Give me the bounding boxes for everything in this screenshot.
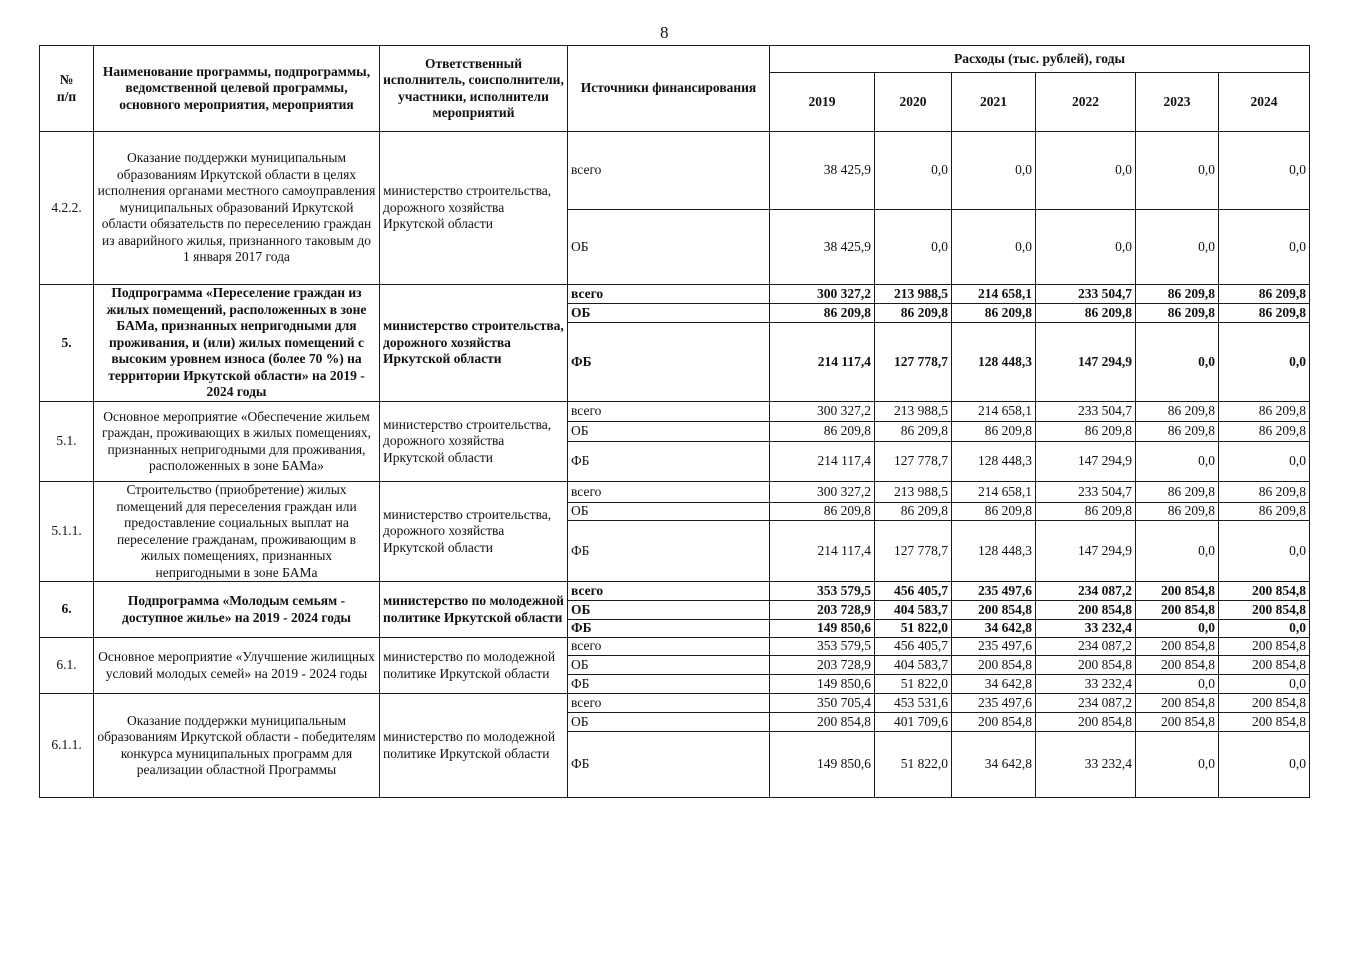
- funding-source: ФБ: [568, 521, 770, 582]
- item-number: 5.1.1.: [40, 482, 94, 582]
- item-number: 4.2.2.: [40, 132, 94, 285]
- amount-cell: 200 854,8: [1136, 582, 1219, 601]
- amount-cell: 0,0: [1136, 675, 1219, 694]
- header-row: [40, 46, 1310, 73]
- item-number: 6.1.1.: [40, 694, 94, 798]
- amount-cell: 86 209,8: [952, 422, 1036, 442]
- item-number: 6.: [40, 582, 94, 638]
- header-num: [40, 46, 94, 132]
- amount-cell: 51 822,0: [875, 620, 952, 638]
- funding-source: всего: [568, 638, 770, 656]
- amount-cell: 86 209,8: [1136, 482, 1219, 503]
- amount-cell: 86 209,8: [1219, 285, 1310, 304]
- funding-source: всего: [568, 482, 770, 503]
- amount-cell: 33 232,4: [1036, 675, 1136, 694]
- funding-source: всего: [568, 132, 770, 210]
- funding-source: всего: [568, 694, 770, 713]
- amount-cell: 200 854,8: [1219, 601, 1310, 620]
- amount-cell: 234 087,2: [1036, 638, 1136, 656]
- item-name: Оказание поддержки муниципальным образованиям Иркутской области в целях исполнения органами местного самоуправления муниципальных образований Иркутской области обязательств по переселению граждан из аварийного жилья, признанного таковым до 1 января 2017 года: [94, 132, 380, 285]
- amount-cell: 0,0: [1136, 442, 1219, 482]
- funding-source: ФБ: [568, 675, 770, 694]
- amount-cell: 404 583,7: [875, 601, 952, 620]
- amount-cell: 0,0: [1136, 323, 1219, 402]
- amount-cell: 200 854,8: [1136, 638, 1219, 656]
- budget-table: [39, 45, 1310, 798]
- amount-cell: 0,0: [1219, 323, 1310, 402]
- amount-cell: 200 854,8: [1219, 582, 1310, 601]
- amount-cell: 200 854,8: [952, 713, 1036, 732]
- item-name: Подпрограмма «Переселение граждан из жилых помещений, расположенных в зоне БАМа, признанных непригодными для проживания, и (или) жилых помещений с высоким уровнем износа (более 70 %) на территории Иркутской области» на 2019 - 2024 годы: [94, 285, 380, 402]
- item-responsible: министерство строительства, дорожного хозяйства Иркутской области: [380, 482, 568, 582]
- amount-cell: 0,0: [1036, 132, 1136, 210]
- amount-cell: 200 854,8: [1036, 713, 1136, 732]
- amount-cell: 214 117,4: [770, 323, 875, 402]
- amount-cell: 127 778,7: [875, 521, 952, 582]
- amount-cell: 233 504,7: [1036, 482, 1136, 503]
- amount-cell: 353 579,5: [770, 638, 875, 656]
- header-num-text: № п/п: [56, 72, 77, 104]
- table-row: [40, 132, 1310, 210]
- table-row: [40, 638, 1310, 656]
- amount-cell: 33 232,4: [1036, 732, 1136, 798]
- amount-cell: 38 425,9: [770, 210, 875, 285]
- amount-cell: 213 988,5: [875, 482, 952, 503]
- header-expenses: Расходы (тыс. рублей), годы: [770, 46, 1310, 73]
- amount-cell: 213 988,5: [875, 402, 952, 422]
- table-row: [40, 402, 1310, 422]
- amount-cell: 200 854,8: [1219, 638, 1310, 656]
- item-responsible: министерство строительства, дорожного хозяйства Иркутской области: [380, 285, 568, 402]
- item-number: 5.1.: [40, 402, 94, 482]
- amount-cell: 127 778,7: [875, 323, 952, 402]
- item-name: Основное мероприятие «Обеспечение жильем граждан, проживающих в жилых помещениях, признанных непригодными для проживания, расположенных в зоне БАМа»: [94, 402, 380, 482]
- funding-source: ОБ: [568, 422, 770, 442]
- year-2023: 2023: [1136, 73, 1219, 132]
- amount-cell: 200 854,8: [1136, 694, 1219, 713]
- amount-cell: 0,0: [1219, 732, 1310, 798]
- amount-cell: 86 209,8: [1136, 304, 1219, 323]
- amount-cell: 300 327,2: [770, 285, 875, 304]
- funding-source: ОБ: [568, 656, 770, 675]
- funding-source: всего: [568, 402, 770, 422]
- item-responsible: министерство по молодежной политике Иркутской области: [380, 582, 568, 638]
- amount-cell: 456 405,7: [875, 638, 952, 656]
- funding-source: ФБ: [568, 732, 770, 798]
- amount-cell: 86 209,8: [952, 502, 1036, 521]
- amount-cell: 0,0: [1136, 521, 1219, 582]
- amount-cell: 200 854,8: [1136, 713, 1219, 732]
- header-name: Наименование программы, подпрограммы, ведомственной целевой программы, основного мероприятия, мероприятия: [94, 46, 380, 132]
- amount-cell: 128 448,3: [952, 442, 1036, 482]
- amount-cell: 200 854,8: [1136, 656, 1219, 675]
- amount-cell: 200 854,8: [952, 656, 1036, 675]
- funding-source: ОБ: [568, 304, 770, 323]
- amount-cell: 456 405,7: [875, 582, 952, 601]
- amount-cell: 233 504,7: [1036, 402, 1136, 422]
- amount-cell: 86 209,8: [1036, 304, 1136, 323]
- amount-cell: 404 583,7: [875, 656, 952, 675]
- page-number: 8: [660, 23, 669, 42]
- amount-cell: 86 209,8: [1136, 502, 1219, 521]
- table-row: [40, 694, 1310, 713]
- amount-cell: 200 854,8: [1036, 656, 1136, 675]
- year-2022: 2022: [1036, 73, 1136, 132]
- amount-cell: 300 327,2: [770, 402, 875, 422]
- amount-cell: 0,0: [875, 210, 952, 285]
- funding-source: всего: [568, 285, 770, 304]
- table-row: [40, 582, 1310, 601]
- amount-cell: 353 579,5: [770, 582, 875, 601]
- funding-source: ФБ: [568, 620, 770, 638]
- funding-source: ФБ: [568, 323, 770, 402]
- amount-cell: 0,0: [1136, 620, 1219, 638]
- amount-cell: 200 854,8: [1219, 656, 1310, 675]
- amount-cell: 51 822,0: [875, 732, 952, 798]
- amount-cell: 149 850,6: [770, 675, 875, 694]
- amount-cell: 147 294,9: [1036, 521, 1136, 582]
- amount-cell: 86 209,8: [1219, 422, 1310, 442]
- amount-cell: 86 209,8: [1219, 304, 1310, 323]
- amount-cell: 86 209,8: [1136, 402, 1219, 422]
- item-responsible: министерство строительства, дорожного хозяйства Иркутской области: [380, 132, 568, 285]
- item-responsible: министерство строительства, дорожного хозяйства Иркутской области: [380, 402, 568, 482]
- amount-cell: 213 988,5: [875, 285, 952, 304]
- amount-cell: 0,0: [1219, 132, 1310, 210]
- amount-cell: 128 448,3: [952, 323, 1036, 402]
- year-2020: 2020: [875, 73, 952, 132]
- amount-cell: 86 209,8: [770, 304, 875, 323]
- amount-cell: 86 209,8: [770, 502, 875, 521]
- amount-cell: 214 658,1: [952, 402, 1036, 422]
- amount-cell: 86 209,8: [1219, 402, 1310, 422]
- item-number: 5.: [40, 285, 94, 402]
- amount-cell: 127 778,7: [875, 442, 952, 482]
- year-2024: 2024: [1219, 73, 1310, 132]
- table-row: [40, 285, 1310, 304]
- amount-cell: 0,0: [1136, 732, 1219, 798]
- amount-cell: 34 642,8: [952, 620, 1036, 638]
- amount-cell: 0,0: [952, 210, 1036, 285]
- amount-cell: 86 209,8: [875, 304, 952, 323]
- amount-cell: 0,0: [1219, 442, 1310, 482]
- amount-cell: 86 209,8: [1219, 502, 1310, 521]
- amount-cell: 233 504,7: [1036, 285, 1136, 304]
- item-number: 6.1.: [40, 638, 94, 694]
- header-sources: Источники финансирования: [568, 46, 770, 132]
- amount-cell: 86 209,8: [1036, 502, 1136, 521]
- amount-cell: 33 232,4: [1036, 620, 1136, 638]
- amount-cell: 0,0: [1136, 210, 1219, 285]
- amount-cell: 350 705,4: [770, 694, 875, 713]
- amount-cell: 214 658,1: [952, 482, 1036, 503]
- amount-cell: 234 087,2: [1036, 694, 1136, 713]
- funding-source: ОБ: [568, 502, 770, 521]
- amount-cell: 51 822,0: [875, 675, 952, 694]
- table-row: [40, 482, 1310, 503]
- item-name: Строительство (приобретение) жилых помещений для переселения граждан или предоставление социальных выплат на переселение гражданам, проживающим в жилых помещениях, признанных непригодными в зоне БАМа: [94, 482, 380, 582]
- item-name: Основное мероприятие «Улучшение жилищных условий молодых семей» на 2019 - 2024 годы: [94, 638, 380, 694]
- year-2021: 2021: [952, 73, 1036, 132]
- amount-cell: 203 728,9: [770, 656, 875, 675]
- item-name: Подпрограмма «Молодым семьям - доступное жилье» на 2019 - 2024 годы: [94, 582, 380, 638]
- amount-cell: 86 209,8: [1136, 422, 1219, 442]
- amount-cell: 147 294,9: [1036, 323, 1136, 402]
- amount-cell: 453 531,6: [875, 694, 952, 713]
- amount-cell: 34 642,8: [952, 675, 1036, 694]
- funding-source: ФБ: [568, 442, 770, 482]
- amount-cell: 0,0: [875, 132, 952, 210]
- item-responsible: министерство по молодежной политике Иркутской области: [380, 694, 568, 798]
- amount-cell: 200 854,8: [770, 713, 875, 732]
- amount-cell: 0,0: [1036, 210, 1136, 285]
- amount-cell: 234 087,2: [1036, 582, 1136, 601]
- amount-cell: 401 709,6: [875, 713, 952, 732]
- amount-cell: 38 425,9: [770, 132, 875, 210]
- amount-cell: 214 658,1: [952, 285, 1036, 304]
- funding-source: всего: [568, 582, 770, 601]
- amount-cell: 0,0: [1219, 675, 1310, 694]
- amount-cell: 214 117,4: [770, 442, 875, 482]
- amount-cell: 200 854,8: [952, 601, 1036, 620]
- funding-source: ОБ: [568, 601, 770, 620]
- amount-cell: 235 497,6: [952, 694, 1036, 713]
- amount-cell: 200 854,8: [1219, 713, 1310, 732]
- amount-cell: 0,0: [1219, 620, 1310, 638]
- amount-cell: 86 209,8: [1219, 482, 1310, 503]
- amount-cell: 0,0: [952, 132, 1036, 210]
- amount-cell: 214 117,4: [770, 521, 875, 582]
- amount-cell: 86 209,8: [1136, 285, 1219, 304]
- amount-cell: 149 850,6: [770, 620, 875, 638]
- item-name: Оказание поддержки муниципальным образованиям Иркутской области - победителям конкурса муниципальных программ для реализации областной Программы: [94, 694, 380, 798]
- amount-cell: 86 209,8: [770, 422, 875, 442]
- amount-cell: 86 209,8: [952, 304, 1036, 323]
- amount-cell: 200 854,8: [1219, 694, 1310, 713]
- amount-cell: 0,0: [1136, 132, 1219, 210]
- amount-cell: 0,0: [1219, 521, 1310, 582]
- funding-source: ОБ: [568, 210, 770, 285]
- amount-cell: 86 209,8: [1036, 422, 1136, 442]
- amount-cell: 300 327,2: [770, 482, 875, 503]
- amount-cell: 235 497,6: [952, 638, 1036, 656]
- item-responsible: министерство по молодежной политике Иркутской области: [380, 638, 568, 694]
- amount-cell: 203 728,9: [770, 601, 875, 620]
- amount-cell: 0,0: [1219, 210, 1310, 285]
- amount-cell: 200 854,8: [1136, 601, 1219, 620]
- amount-cell: 235 497,6: [952, 582, 1036, 601]
- amount-cell: 34 642,8: [952, 732, 1036, 798]
- amount-cell: 147 294,9: [1036, 442, 1136, 482]
- amount-cell: 200 854,8: [1036, 601, 1136, 620]
- year-2019: 2019: [770, 73, 875, 132]
- header-responsible: Ответственный исполнитель, соисполнители, участники, исполнители мероприятий: [380, 46, 568, 132]
- amount-cell: 86 209,8: [875, 422, 952, 442]
- amount-cell: 86 209,8: [875, 502, 952, 521]
- funding-source: ОБ: [568, 713, 770, 732]
- amount-cell: 149 850,6: [770, 732, 875, 798]
- amount-cell: 128 448,3: [952, 521, 1036, 582]
